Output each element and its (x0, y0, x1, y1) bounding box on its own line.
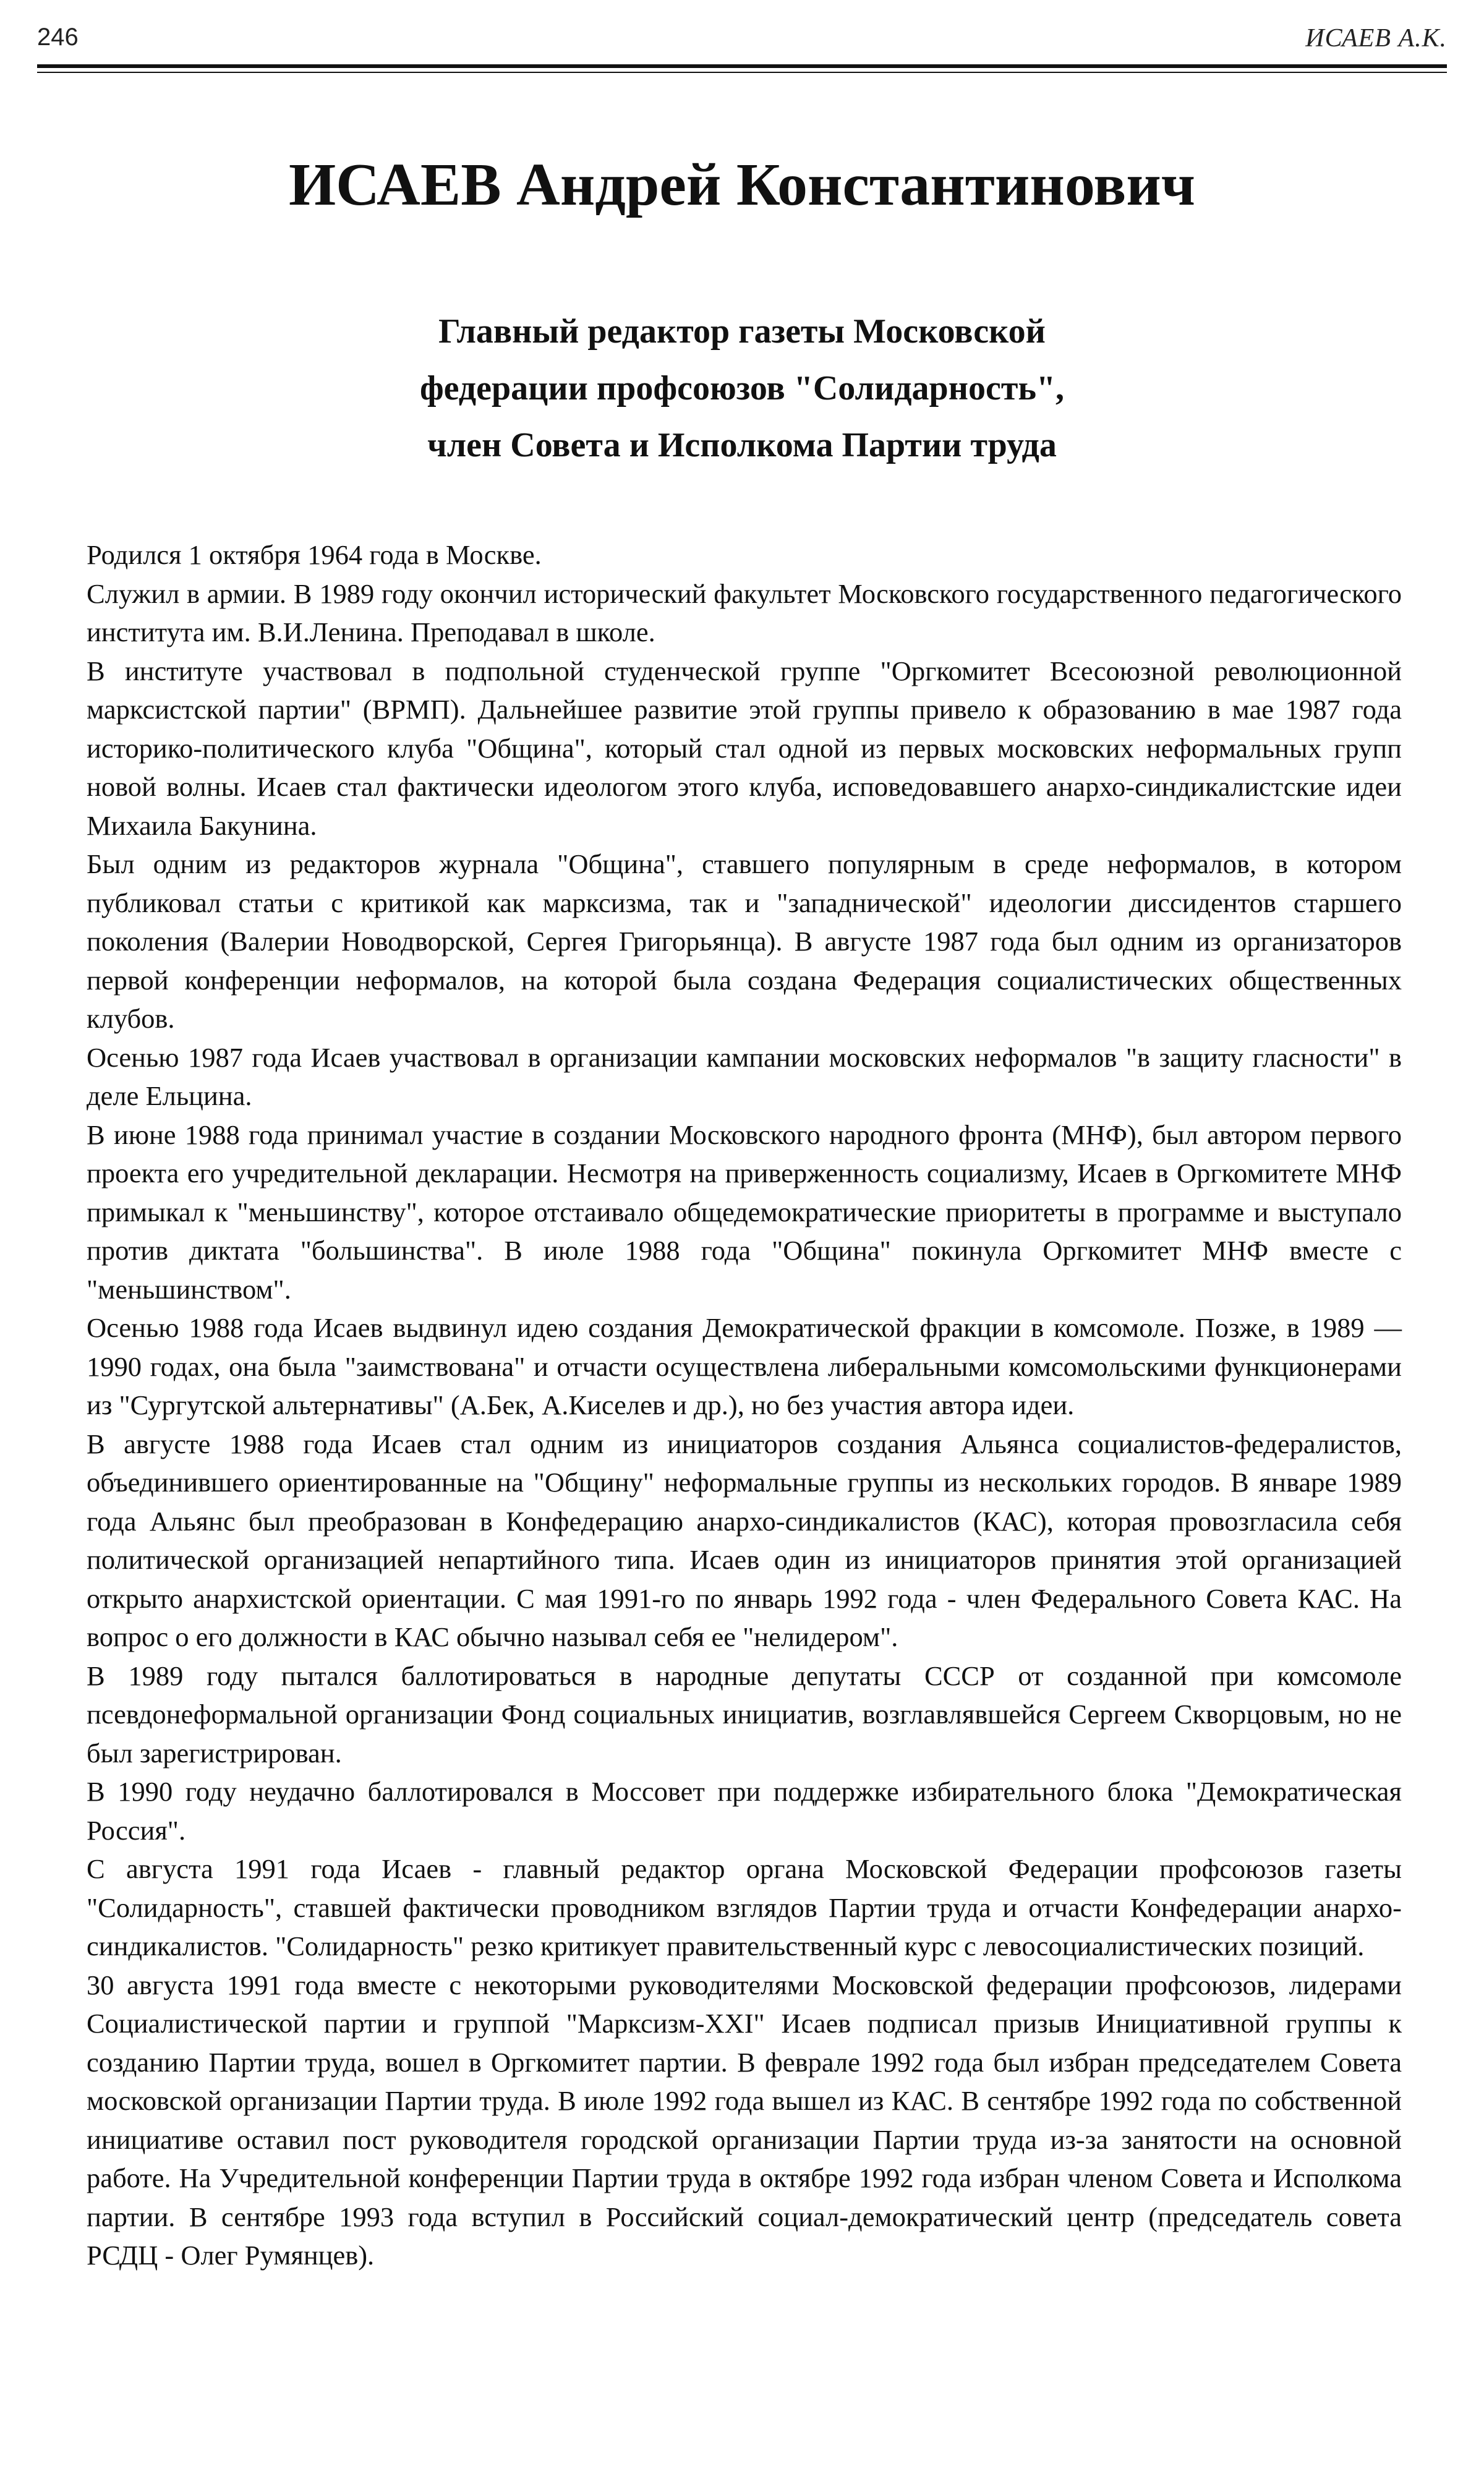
position-line: федерации профсоюзов "Солидарность", (419, 369, 1065, 408)
person-name-heading: ИСАЕВ Андрей Константинович (288, 151, 1196, 218)
position-line: член Совета и Исполкома Партии труда (427, 426, 1057, 464)
bio-paragraph: Был одним из редакторов журнала "Община", ставшего популярным в среде неформалов, в котором публиковал статьи с критикой как марксизма, так и "западнической" идеологии диссидентов старшего поколения (Валерии Новодворской, Сергея Григорьянца). В августе 1987 года был одним из организаторов первой конференции неформалов, на которой была создана Федерация социалистических общественных клубов. (87, 848, 1402, 1034)
bio-paragraph: Осенью 1987 года Исаев участвовал в организации кампании московских неформалов "в защиту гласности" в деле Ельцина. (87, 1041, 1402, 1111)
bio-paragraph: В 1989 году пытался баллотироваться в народные депутаты СССР от созданной при комсомоле псевдонеформальной организации Фонд социальных инициатив, возглавлявшейся Сергеем Скворцовым, но не был зарегистрирован. (87, 1660, 1402, 1769)
bio-paragraph: 30 августа 1991 года вместе с некоторыми руководителями Московской федерации профсоюзов, лидерами Социалистической партии и группой "Марксизм-XXI" Исаев подписал призыв Инициативной группы к созданию Партии труда, вошел в Оргкомитет партии. В феврале 1992 года был избран председателем Совета московской организации Партии труда. В июле 1992 года вышел из КАС. В сентябре 1992 года по собственной инициативе оставил пост руководителя городской организации Партии труда из-за занятости на основной работе. На Учредительной конференции Партии труда в октябре 1992 года избран членом Совета и Исполкома партии. В сентябре 1993 года вступил в Российский социал-демократический центр (председатель совета РСДЦ - Олег Румянцев). (87, 1969, 1402, 2271)
header-rule-thick (37, 64, 1447, 68)
running-head (37, 19, 1447, 56)
bio-paragraph: Служил в армии. В 1989 году окончил исторический факультет Московского государственного педагогического института им. В.И.Ленина. Преподавал в школе. (87, 578, 1402, 647)
biography-body (87, 536, 1402, 2275)
bio-paragraph: В августе 1988 года Исаев стал одним из инициаторов создания Альянса социалистов-федералистов, объединившего ориентированные на "Общину" неформальные группы из нескольких городов. В январе 1989 года Альянс был преобразован в Конфедерацию анархо-синдикалистов (КАС), которая провозгласила себя политической организацией непартийного типа. Исаев один из инициаторов принятия этой организацией открыто анархистской ориентации. С мая 1991-го по январь 1992 года - член Федерального Совета КАС. На вопрос о его должности в КАС обычно называл себя ее "нелидером". (87, 1428, 1402, 1652)
page-number: 246 (37, 23, 79, 51)
bio-paragraph: В июне 1988 года принимал участие в создании Московского народного фронта (МНФ), был автором первого проекта его учредительной декларации. Несмотря на приверженность социализму, Исаев в Оргкомитете МНФ примыкал к "меньшинству", которое отстаивало общедемократические приоритеты в программе и выступало против диктата "большинства". В июле 1988 года "Община" покинула Оргкомитет МНФ вместе с "меньшинством". (87, 1119, 1402, 1305)
header-rule-thin (37, 72, 1447, 73)
running-title: ИСАЕВ А.К. (1305, 24, 1447, 53)
position-line: Главный редактор газеты Московской (438, 312, 1046, 351)
bio-paragraph: С августа 1991 года Исаев - главный редактор органа Московской Федерации профсоюзов газеты "Солидарность", ставшей фактически проводником взглядов Партии труда и отчасти Конфедерации анархо-синдикалистов. "Солидарность" резко критикует правительственный курс с левосоциалистических позиций. (87, 1853, 1402, 1961)
position-block (0, 303, 1484, 474)
bio-paragraph: В институте участвовал в подпольной студенческой группе "Оргкомитет Всесоюзной революционной марксистской партии" (ВРМП). Дальнейшее развитие этой группы привело к образованию в мае 1987 года историко-политического клуба "Община", который стал одной из первых московских неформальных групп новой волны. Исаев стал фактически идеологом этого клуба, исповедовавшего анархо-синдикалистские идеи Михаила Бакунина. (87, 655, 1402, 841)
bio-paragraph: Родился 1 октября 1964 года в Москве. (87, 539, 542, 570)
bio-paragraph: Осенью 1988 года Исаев выдвинул идею создания Демократической фракции в комсомоле. Позже, в 1989 — 1990 годах, она была "заимствована" и отчасти осуществлена либеральными комсомольскими функционерами из "Сургутской альтернативы" (А.Бек, А.Киселев и др.), но без участия автора идеи. (87, 1312, 1402, 1420)
bio-paragraph: В 1990 году неудачно баллотировался в Моссовет при поддержке избирательного блока "Демократическая Россия". (87, 1776, 1402, 1846)
